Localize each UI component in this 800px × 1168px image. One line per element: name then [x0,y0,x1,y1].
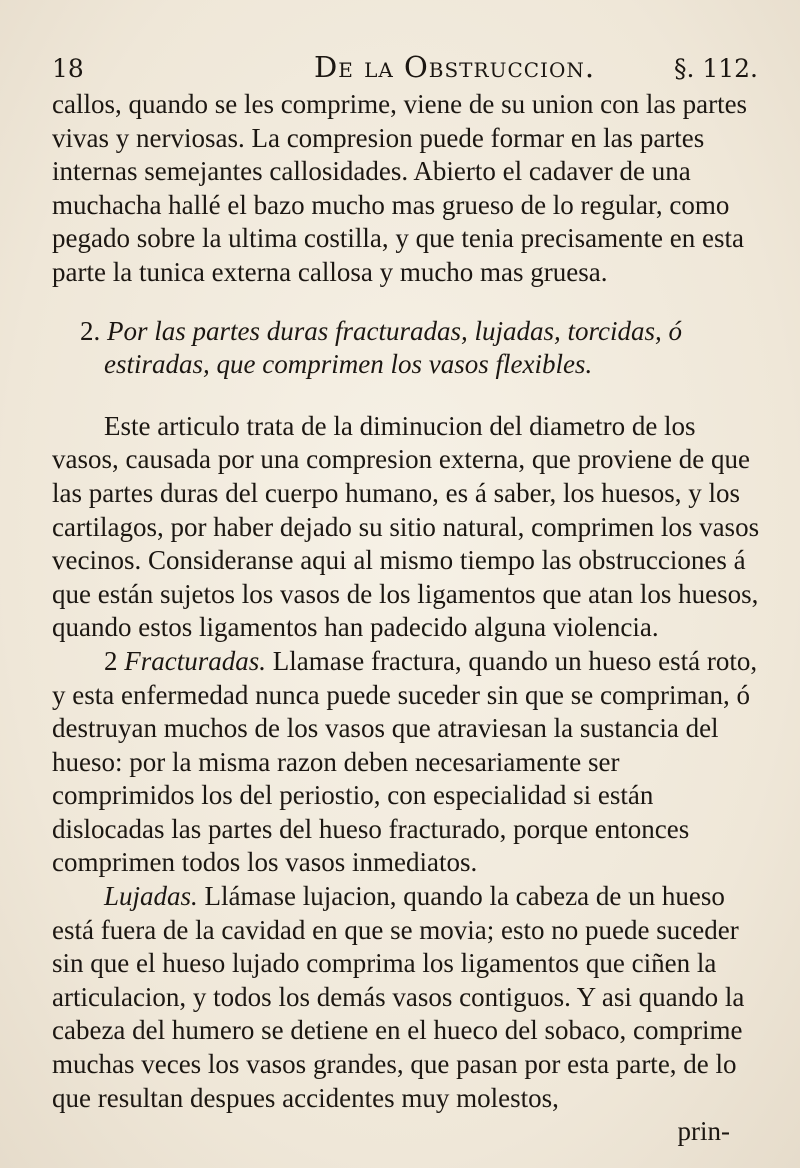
catchword: prin- [677,1116,730,1147]
section-heading [52,315,768,382]
heading-number: 2. [80,315,101,346]
paragraph-lujadas-text: Llámase lujacion, quando la cabeza de un hueso está fuera de la cavidad en que se movia; esto no puede suceder sin que el hueso lujado comprima los ligamentos que ciñen la articulacion, y todos los demás vasos contiguos. Y asi quando la cabeza del humero se detiene en el hueco del sobaco, comprime muchas veces los vasos grandes, que pasan por esta parte, de lo que resultan despues accidentes muy molestos, [52,881,745,1113]
subheading-fracturadas: Fracturadas. [124,645,266,676]
paragraph-lujadas [52,880,768,1115]
page-number: 18 [52,54,84,83]
paragraph-intro: Este articulo trata de la diminucion del diametro de los vasos, causada por una compresion externa, que proviene de que las partes duras del cuerpo humano, es á saber, los huesos, y los cartilagos, por haber dejado su sitio natural, comprimen los vasos vecinos. Consideranse aqui al mismo tiempo las obstrucciones á que están sujetos los vasos de los ligamentos que atan los huesos, quando estos ligamentos han padecido alguna violencia. [52,410,760,643]
section-number: §. 112. [673,54,758,83]
page-header [52,50,758,86]
paragraph-fracturadas [52,645,768,880]
subheading-lujadas: Lujadas. [104,881,198,912]
heading-text: Por las partes duras fracturadas, lujadas, torcidas, ó estiradas, que comprimen los vasos flexibles. [104,315,683,380]
paragraph-continuation: callos, quando se les comprime, viene de su union con las partes vivas y nerviosas. La compresion puede formar en las partes internas semejantes callosidades. Abierto el cadaver de una muchacha hallé el bazo mucho mas grueso de lo regular, como pegado sobre la ultima costilla, y que tenia precisamente en esta parte la tunica externa callosa y mucho mas gruesa. [52,89,748,287]
paragraph-fracturadas-text: Llamase fractura, quando un hueso está roto, y esta enfermedad nunca puede suceder sin que se compriman, ó destruyan muchos de los vasos que atraviesan la sustancia del hueso: por la misma razon deben necesariamente ser comprimidos los del periostio, con especialidad si están dislocadas las partes del hueso fracturado, porque entonces comprimen todos los vasos inmediatos. [52,645,758,878]
running-title: De la Obstruccion. [314,50,596,84]
page-body [52,88,768,1149]
paragraph-number: 2 [104,645,118,676]
